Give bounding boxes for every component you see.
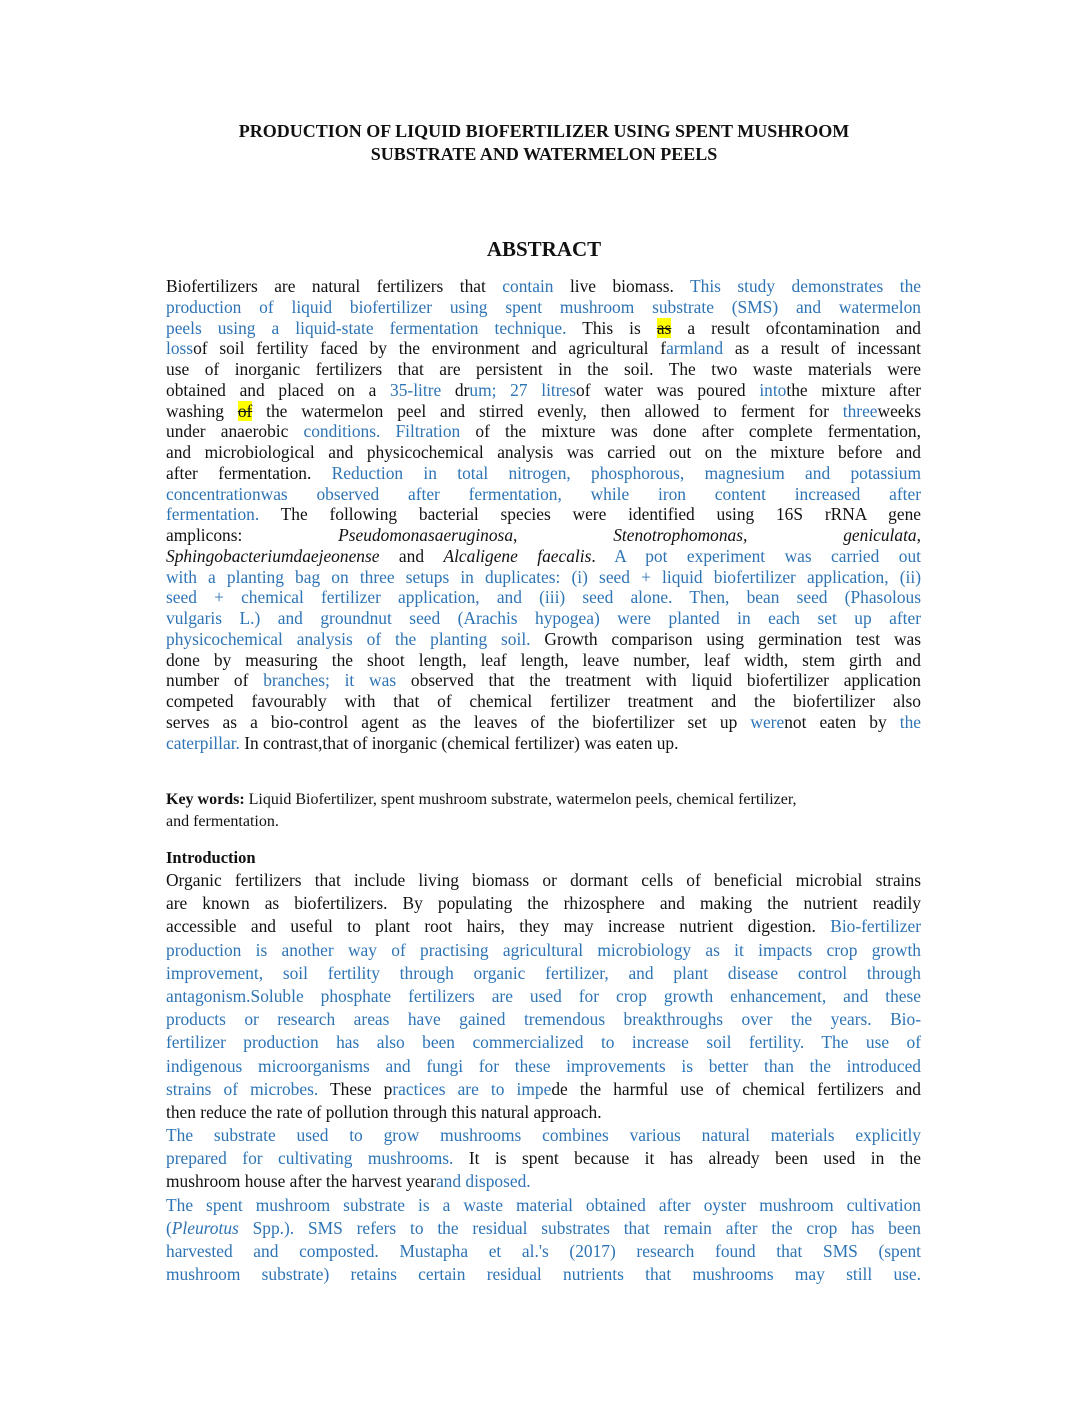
text-line [166,1240,921,1263]
text-line [166,869,921,892]
text-segment: live biomass. [553,276,690,296]
paper-title-line-2: SUBSTRATE AND WATERMELON PEELS [370,144,718,164]
text-line [166,484,921,505]
text-line [166,608,921,629]
text-line [166,1031,921,1054]
text-segment: Organic fertilizers that include living biomass or dormant cells of beneficial microbial strains [166,870,921,890]
text-line [166,939,921,962]
text-segment: prepared for cultivating mushrooms. [166,1148,454,1169]
text-segment: number of [166,670,264,691]
text-segment: washing [166,400,238,421]
text-line [166,733,921,754]
text-segment: Biofertilizers are natural fertilizers that [166,276,503,296]
text-segment: armland [666,338,724,359]
text-line [166,1170,921,1193]
text-segment: and disposed. [435,1171,531,1192]
text-line [166,297,921,318]
text-segment: serves as a bio-control agent as the leaves of the biofertilizer set up [166,711,751,732]
text-line [166,587,921,608]
text-segment: after fermentation. [166,462,332,483]
keywords [166,789,926,833]
text-segment: The following bacterial species were identified using 16S rRNA gene [259,504,921,525]
text-line [166,691,921,712]
struck-highlighted-text: as [656,317,672,338]
text-segment: A pot experiment was carried out [614,545,921,566]
text-segment: products or research areas have gained tremendous breakthroughs over the years. Bio- [166,1009,921,1030]
text-line [166,463,921,484]
text-segment: as a result of incessant [723,338,922,359]
text-segment: fertilizer production has also been commercialized to increase soil fertility. The use of [166,1032,921,1053]
text-segment: Pleurotus [171,1217,239,1238]
introduction-heading: Introduction [166,848,256,867]
text-segment: done by measuring the shoot length, leaf length, leave number, leaf width, stem girth and [166,649,921,670]
text-line [166,1078,921,1101]
text-segment: mushroom house after the harvest year [166,1171,436,1192]
text-segment: fermentation. [166,504,260,525]
text-line [166,504,921,525]
text-line [166,338,921,359]
text-segment: under anaerobic [166,421,304,442]
text-segment: indigenous microorganisms and fungi for these improvements is better than the introduced [166,1055,921,1076]
text-line [166,892,921,915]
text-segment: were [750,711,785,732]
text-segment: the mixture after [786,379,921,400]
text-line [166,380,921,401]
text-segment: . [591,545,615,566]
text-segment: , [916,525,921,545]
text-line [166,1263,921,1286]
text-line [166,1147,921,1170]
text-segment: Spp.). SMS refers to the residual substrates that remain after the crop has been [238,1217,921,1238]
text-segment: weeks [877,400,921,421]
text-segment: not eaten by [784,711,900,732]
keywords-text: Liquid Biofertilizer, spent mushroom substrate, watermelon peels, chemical fertilizer, [244,791,797,808]
text-segment: ractices are to impe [392,1078,552,1099]
text-segment: The substrate used to grow mushrooms combines various natural materials explicitly [166,1125,921,1146]
text-segment: the [899,711,922,732]
paper-title-line-1: PRODUCTION OF LIQUID BIOFERTILIZER USING SPENT MUSHROOM [238,121,850,141]
text-segment: accessible and useful to plant root hairs, they may increase nutrient digestion. [166,916,831,937]
text-segment: the watermelon peel and stirred evenly, then allowed to ferment for [252,400,843,421]
text-line [166,1217,921,1240]
text-segment: and microbiological and physicochemical analysis was carried out on the mixture before and [166,442,921,462]
text-line [166,1194,921,1217]
text-line [166,712,921,733]
text-line [166,546,921,567]
introduction-body [166,869,921,1286]
text-segment: peels using a liquid-state fermentation technique. [166,317,567,338]
text-segment: of water was poured [576,379,760,400]
text-line [166,525,921,546]
text-segment [747,525,843,545]
text-segment: of soil fertility faced by the environment and agricultural f [193,338,667,359]
text-line [166,629,921,650]
text-line [166,650,921,671]
text-line [166,962,921,985]
text-segment: 35-litre [390,379,442,400]
text-segment: conditions. Filtration [303,421,461,442]
text-segment: improvement, soil fertility through organic fertilizer, and plant disease control through [166,962,921,983]
text-segment: caterpillar. [166,732,240,753]
text-segment: antagonism.Soluble phosphate fertilizers are used for crop growth enhancement, and these [166,985,921,1006]
text-segment: um; 27 litres [469,379,577,400]
text-line [166,318,921,339]
text-segment: The spent mushroom substrate is a waste material obtained after oyster mushroom cultivation [166,1194,921,1215]
text-segment: In contrast,that of inorganic (chemical fertilizer) was eaten up. [239,732,679,753]
text-segment: are known as biofertilizers. By populating the rhizosphere and making the nutrient readily [166,893,921,914]
text-line [166,359,921,380]
text-segment: mushroom substrate) retains certain residual nutrients that mushrooms may still use. [166,1264,921,1285]
text-segment: concentrationwas observed after fermentation, while iron content increased after [166,483,921,504]
text-segment: ( [166,1217,172,1238]
text-segment: production is another way of practising agricultural microbiology as it impacts crop growth [166,939,921,960]
text-line [166,985,921,1008]
text-line [166,421,921,442]
text-segment: seed + chemical fertilizer application, and (iii) seed alone. Then, bean seed (Phasolous [166,587,921,608]
text-segment: Pseudomonasaeruginosa [338,525,514,545]
text-segment: three [842,400,878,421]
keywords-text-continued: and fermentation. [166,813,279,830]
keywords-label: Key words: [166,791,245,808]
text-segment: Alcaligene faecalis [443,545,592,566]
text-segment: and [379,545,444,566]
text-segment: geniculata [843,525,917,545]
text-segment: then reduce the rate of pollution through this natural approach. [166,1101,602,1122]
text-segment: physicochemical analysis of the planting soil. [166,628,531,649]
text-line [166,1101,921,1124]
text-segment: strains of microbes. [166,1078,319,1099]
text-line [166,276,921,297]
text-segment: vulgaris L.) and groundnut seed (Arachis hypogea) were planted in each set up after [166,608,921,628]
text-segment: observed that the treatment with liquid biofertilizer application [396,670,921,691]
text-segment: obtained and placed on a [166,379,391,400]
text-segment: Reduction in total nitrogen, phosphorous, magnesium and potassium [331,462,921,483]
abstract-body [166,276,921,753]
text-segment: production of liquid biofertilizer using spent mushroom substrate (SMS) and watermelon [166,296,921,317]
text-segment: , [513,525,614,545]
paper-title [0,120,1088,166]
text-segment: dr [441,379,470,400]
abstract-heading: ABSTRACT [486,237,602,261]
text-segment: amplicons: [166,525,339,545]
text-segment: of the mixture was done after complete fermentation, [460,421,921,442]
text-segment: Bio-fertilizer [830,916,921,937]
text-segment: contain [502,276,554,296]
text-line [166,1124,921,1147]
text-line [166,915,921,938]
text-line [166,401,921,422]
text-segment: These p [318,1078,393,1099]
text-segment: harvested and composted. Mustapha et al.'s (2017) research found that SMS (spent [166,1241,921,1261]
text-line [166,1055,921,1078]
text-segment: This is [566,317,657,338]
text-segment: branches; it was [263,670,397,691]
struck-highlighted-text: of [237,400,253,421]
text-segment: This study demonstrates the [690,276,922,296]
text-line [166,442,921,463]
text-segment: Growth comparison using germination test was [530,628,921,649]
text-segment: use of inorganic fertilizers that are persistent in the soil. The two waste materials were [166,359,921,379]
text-segment: competed favourably with that of chemical fertilizer treatment and the biofertilizer also [166,691,921,711]
text-line [166,670,921,691]
text-segment: loss [166,338,194,359]
text-segment: Sphingobacteriumdaejeonense [166,545,380,566]
text-line [166,567,921,588]
text-line [166,1008,921,1031]
text-segment: de the harmful use of chemical fertilizers and [551,1078,921,1099]
text-segment: It is spent because it has already been used in the [453,1148,921,1169]
text-segment: Stenotrophomonas, [613,525,748,545]
text-segment: into [759,379,787,400]
text-segment: with a planting bag on three setups in duplicates: (i) seed + liquid biofertilizer application, (ii) [166,566,921,587]
text-segment: a result ofcontamination and [671,317,921,338]
